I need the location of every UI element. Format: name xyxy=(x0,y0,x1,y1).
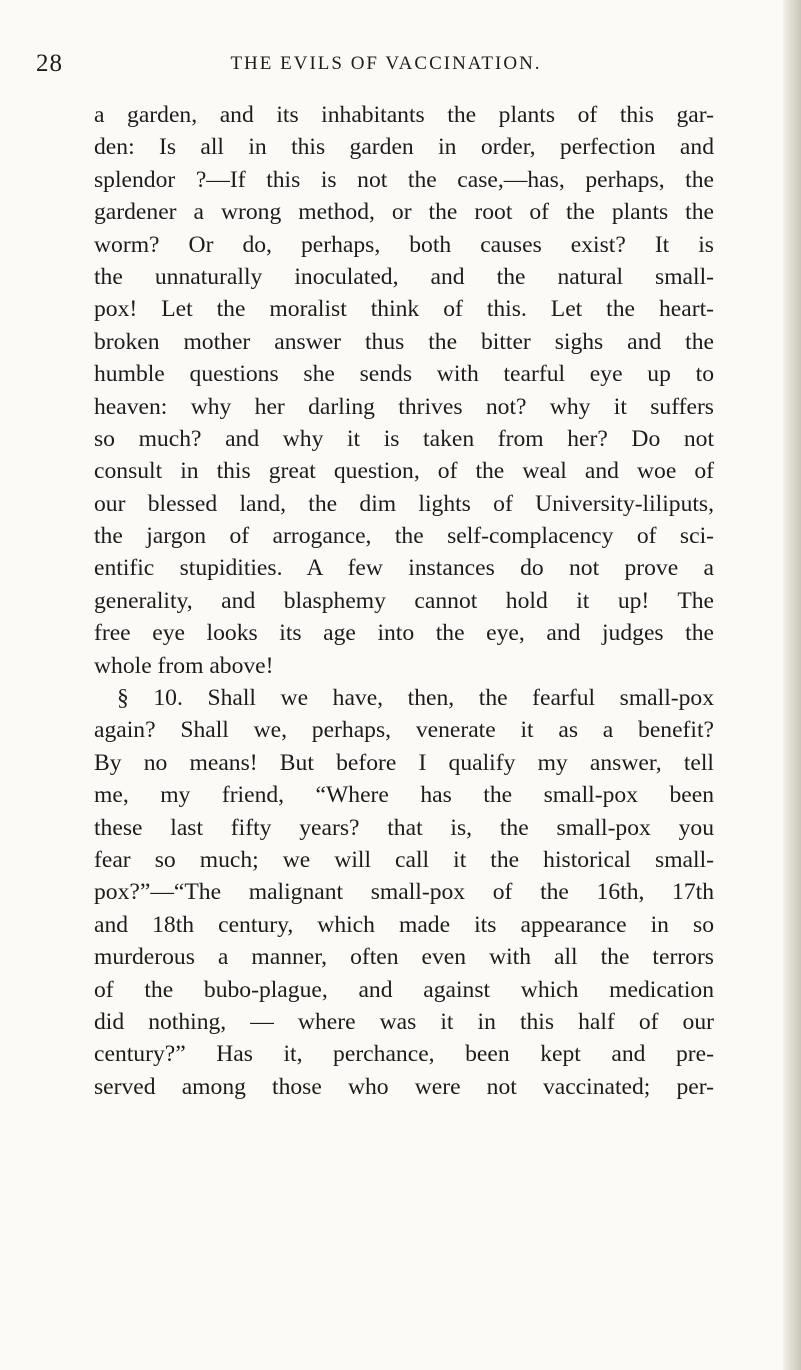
text-line: the unnaturally inoculated, and the natural small- xyxy=(94,263,714,290)
text-line: the jargon of arrogance, the self-complacency of sci- xyxy=(94,523,714,550)
text-line: § 10. Shall we have, then, the fearful small-pox xyxy=(117,685,714,712)
text-line: century?” Has it, perchance, been kept and pre- xyxy=(94,1041,714,1068)
text-line: fear so much; we will call it the historical small- xyxy=(94,846,714,873)
text-line: murderous a manner, often even with all the terrors xyxy=(94,944,714,971)
text-line: gardener a wrong method, or the root of the plants the xyxy=(94,199,714,226)
text-line: broken mother answer thus the bitter sighs and the xyxy=(94,328,714,355)
text-line: whole from above! xyxy=(94,652,274,679)
text-line: a garden, and its inhabitants the plants of this gar- xyxy=(94,102,714,128)
text-line: so much? and why it is taken from her? Do not xyxy=(94,425,714,452)
text-line: did nothing, — where was it in this half of our xyxy=(94,1008,714,1035)
text-line: these last fifty years? that is, the small-pox you xyxy=(94,814,714,841)
page-edge xyxy=(783,0,801,1370)
text-line: pox! Let the moralist think of this. Let the heart- xyxy=(94,296,714,323)
text-line: den: Is all in this garden in order, perfection and xyxy=(94,134,714,161)
text-line: me, my friend, “Where has the small-pox been xyxy=(94,782,714,809)
text-line: free eye looks its age into the eye, and judges the xyxy=(94,620,714,647)
text-line: again? Shall we, perhaps, venerate it as a benefit? xyxy=(94,717,714,744)
text-line: pox?”—“The malignant small-pox of the 16th, 17th xyxy=(94,879,714,906)
text-line: consult in this great question, of the weal and woe of xyxy=(94,458,714,485)
text-line: worm? Or do, perhaps, both causes exist? It is xyxy=(94,231,714,258)
running-head: THE EVILS OF VACCINATION. xyxy=(230,53,542,74)
text-line: served among those who were not vaccinated; per- xyxy=(94,1073,714,1100)
text-line: heaven: why her darling thrives not? why it suffers xyxy=(94,393,714,420)
text-line: of the bubo-plague, and against which medication xyxy=(94,976,714,1003)
page-number: 28 xyxy=(36,50,63,77)
body-text xyxy=(94,99,714,1103)
text-line: generality, and blasphemy cannot hold it up! The xyxy=(94,587,714,614)
page-header xyxy=(36,50,736,84)
text-line: humble questions she sends with tearful eye up to xyxy=(94,361,714,388)
text-line: By no means! But before I qualify my answer, tell xyxy=(94,749,714,776)
text-line: and 18th century, which made its appearance in so xyxy=(94,911,714,938)
text-line: our blessed land, the dim lights of University-liliputs, xyxy=(94,490,714,517)
text-line: splendor ?—If this is not the case,—has, perhaps, the xyxy=(94,166,714,193)
text-line: entific stupidities. A few instances do not prove a xyxy=(94,555,714,582)
